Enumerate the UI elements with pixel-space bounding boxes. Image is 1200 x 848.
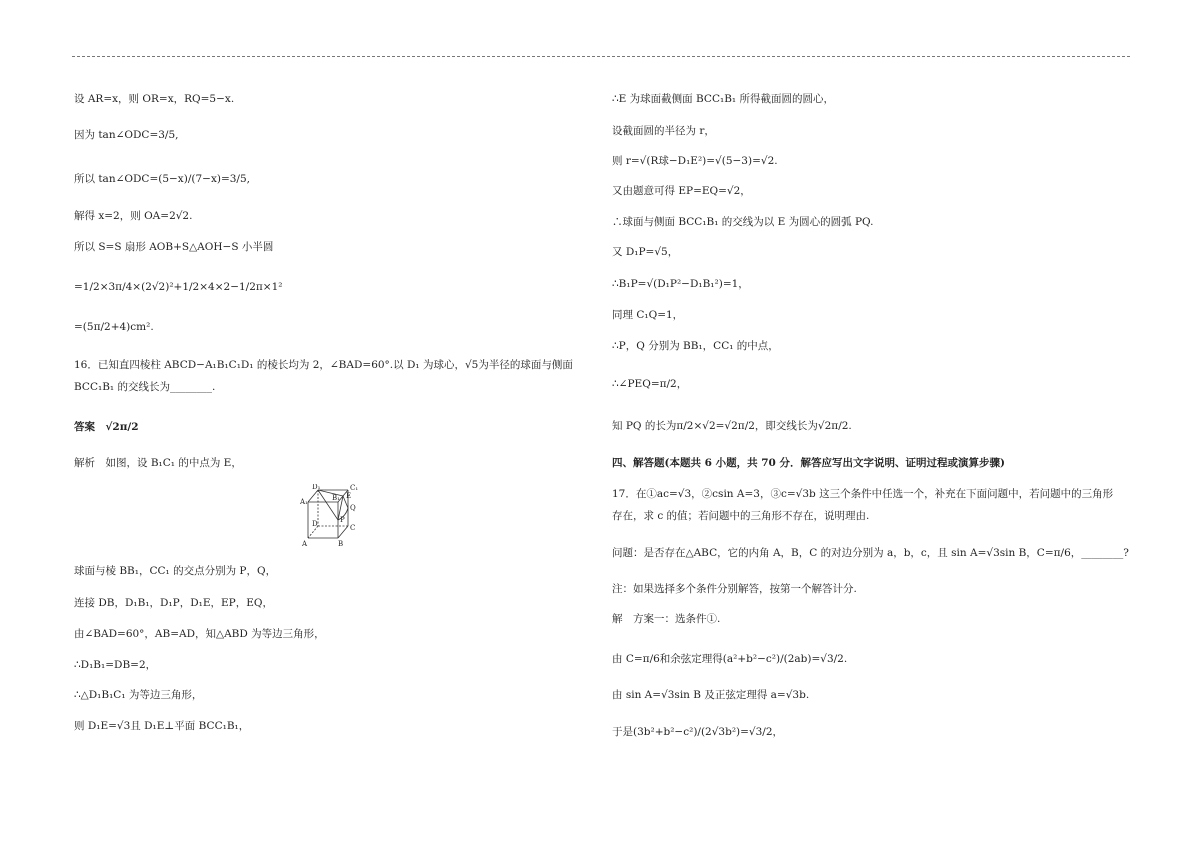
problem-16: 16．已知直四棱柱 ABCD−A₁B₁C₁D₁ 的棱长均为 2，∠BAD=60°.以 D₁ 为球心，√5为半径的球面与侧面 BCC₁B₁ 的交线长为________.	[74, 359, 573, 393]
text-line: 因为 tan∠ODC=3/5,	[74, 129, 179, 141]
text-line: 则 r=√(R球−D₁E²)=√(5−3)=√2.	[612, 155, 778, 167]
figure-label-A: A	[302, 540, 308, 548]
figure-label-C1: C₁	[350, 484, 359, 492]
figure-label-E: E	[346, 492, 352, 500]
figure-label-C: C	[350, 524, 356, 532]
text-line: 设 AR=x，则 OR=x，RQ=5−x.	[74, 93, 235, 105]
text-line: ∴E 为球面截侧面 BCC₁B₁ 所得截面圆的圆心，	[612, 93, 834, 105]
text-line: 注：如果选择多个条件分别解答，按第一个解答计分.	[612, 583, 857, 595]
solution-heading: 解 方案一：选条件①.	[612, 613, 721, 625]
text-line: 问题：是否存在△ABC，它的内角 A，B，C 的对边分别为 a，b，c，且 sin A=√3sin B，C=π/6，________?	[612, 547, 1129, 559]
figure-label-A1: A₁	[300, 498, 308, 506]
text-line: 所以 tan∠ODC=(5−x)/(7−x)=3/5,	[74, 173, 250, 185]
section-heading: 四、解答题(本题共 6 小题，共 70 分．解答应写出文字说明、证明过程或演算步骤)	[612, 457, 1005, 469]
text-line: ∴∠PEQ=π/2，	[612, 378, 688, 390]
text-line: 连接 DB，D₁B₁，D₁P，D₁E，EP，EQ，	[74, 597, 274, 609]
answer-line: 答案 √2π/2	[74, 421, 139, 433]
text-line: 所以 S=S 扇形 AOB+S△AOH−S 小半圆	[74, 241, 274, 253]
text-line: 则 D₁E=√3且 D₁E⊥平面 BCC₁B₁，	[74, 720, 250, 732]
figure-label-D: D	[312, 520, 318, 528]
figure-label-B: B	[338, 540, 344, 548]
text-line: ∴D₁B₁=DB=2，	[74, 659, 157, 671]
header-divider	[72, 56, 1130, 57]
analysis-line: 解析 如图，设 B₁C₁ 的中点为 E，	[74, 457, 242, 469]
text-line: ∴B₁P=√(D₁P²−D₁B₁²)=1，	[612, 278, 749, 290]
prism-figure	[300, 484, 370, 548]
figure-label-B1: B₁	[332, 494, 340, 502]
figure-label-P: P	[340, 516, 345, 524]
figure-label-D1: D₁	[312, 484, 321, 491]
text-line: 同理 C₁Q=1，	[612, 309, 684, 321]
text-line: 设截面圆的半径为 r，	[612, 125, 715, 137]
text-line: 解得 x=2，则 OA=2√2.	[74, 210, 193, 222]
text-line: ∴球面与侧面 BCC₁B₁ 的交线为以 E 为圆心的圆弧 PQ.	[612, 216, 874, 228]
text-line: 球面与棱 BB₁，CC₁ 的交点分别为 P，Q，	[74, 565, 277, 577]
text-line: 由∠BAD=60°，AB=AD，知△ABD 为等边三角形，	[74, 628, 325, 640]
text-line: ∴△D₁B₁C₁ 为等边三角形，	[74, 689, 203, 701]
text-line: 又 D₁P=√5，	[612, 246, 679, 258]
text-line: 于是(3b²+b²−c²)/(2√3b²)=√3/2，	[612, 726, 784, 738]
text-line: =1/2×3π/4×(2√2)²+1/2×4×2−1/2π×1²	[74, 281, 283, 293]
text-line: 由 C=π/6和余弦定理得(a²+b²−c²)/(2ab)=√3/2.	[612, 653, 848, 665]
text-line: =(5π/2+4)cm².	[74, 321, 154, 333]
text-line: 由 sin A=√3sin B 及正弦定理得 a=√3b.	[612, 689, 810, 701]
text-line: 知 PQ 的长为π/2×√2=√2π/2，即交线长为√2π/2.	[612, 420, 852, 432]
text-line: 又由题意可得 EP=EQ=√2，	[612, 185, 751, 197]
problem-17: 17．在①ac=√3，②csin A=3，③c=√3b 这三个条件中任选一个，补充在下面问题中，若问题中的三角形存在，求 c 的值；若问题中的三角形不存在，说明理由.	[612, 488, 1114, 522]
text-line: ∴P，Q 分别为 BB₁，CC₁ 的中点，	[612, 340, 779, 352]
figure-label-Q: Q	[350, 504, 356, 512]
